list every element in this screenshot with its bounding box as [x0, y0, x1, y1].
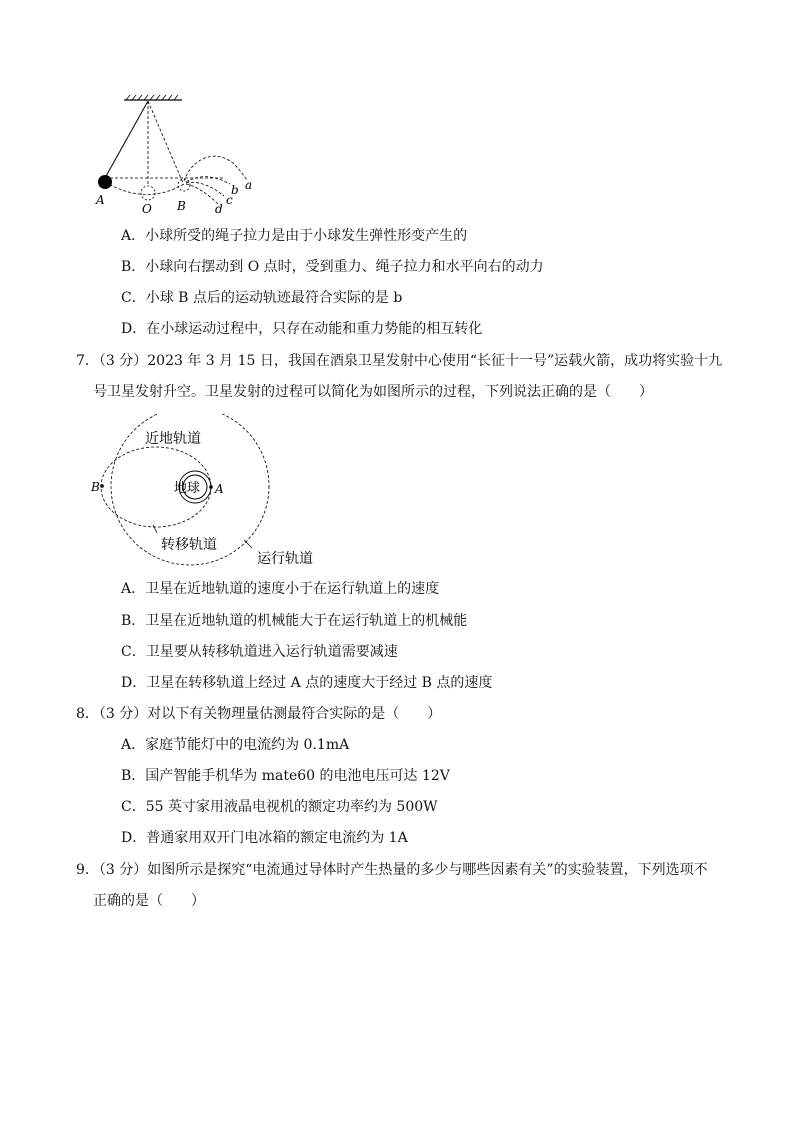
- q8-option-d: D．普通家用双开门电冰箱的额定电流约为 1A: [121, 830, 408, 846]
- q8-option-a: A．家庭节能灯中的电流约为 0.1mA: [121, 737, 350, 753]
- q8-option-c: C．55 英寸家用液晶电视机的额定功率约为 500W: [121, 799, 438, 815]
- label-a: A: [96, 193, 105, 207]
- label-run-orbit: 运行轨道: [257, 551, 313, 567]
- q7-option-c: C．卫星要从转移轨道进入运行轨道需要减速: [121, 644, 398, 660]
- q6-option-a: A．小球所受的绳子拉力是由于小球发生弹性形变产生的: [121, 228, 468, 244]
- label-near-orbit: 近地轨道: [145, 431, 201, 447]
- q6-option-b: B．小球向右摆动到 O 点时，受到重力、绳子拉力和水平向右的动力: [121, 259, 544, 275]
- q7-stem-line1: 7．（3 分）2023 年 3 月 15 日，我国在酒泉卫星发射中心使用“长征十一号”运载火箭，成功将实验十九: [76, 353, 723, 369]
- q8-option-b: B．国产智能手机华为 mate60 的电池电压可达 12V: [121, 768, 450, 784]
- q8-stem: 8．（3 分）对以下有关物理量估测最符合实际的是（ ）: [76, 706, 442, 722]
- q7-option-d: D．卫星在转移轨道上经过 A 点的速度大于经过 B 点的速度: [121, 675, 493, 691]
- label-traj-a: a: [245, 178, 253, 192]
- label-traj-d: d: [215, 202, 223, 216]
- q7-option-b: B．卫星在近地轨道的机械能大于在运行轨道上的机械能: [121, 613, 468, 629]
- q6-option-d: D．在小球运动过程中，只存在动能和重力势能的相互转化: [121, 321, 483, 337]
- label-point-a: A: [215, 482, 224, 496]
- ball-a-icon: [98, 175, 112, 189]
- label-b: B: [177, 199, 186, 213]
- q7-option-a: A．卫星在近地轨道的速度小于在运行轨道上的速度: [121, 581, 440, 597]
- label-earth: 地球: [174, 481, 201, 496]
- label-transfer-orbit: 转移轨道: [161, 537, 217, 553]
- label-traj-b: b: [231, 183, 239, 197]
- q6-option-c: C．小球 B 点后的运动轨迹最符合实际的是 b: [121, 290, 403, 306]
- label-point-b: B: [91, 480, 100, 494]
- orbit-figure: [88, 414, 358, 574]
- pendulum-figure: [88, 92, 278, 220]
- q9-stem-line2: 正确的是（ ）: [93, 893, 205, 909]
- q7-stem-line2: 号卫星发射升空。卫星发射的过程可以简化为如图所示的过程，下列说法正确的是（ ）: [93, 384, 653, 400]
- label-o: O: [142, 202, 152, 216]
- label-traj-c: c: [226, 193, 233, 207]
- q9-stem-line1: 9．（3 分）如图所示是探究“电流通过导体时产生热量的多少与哪些因素有关”的实验装置，下列选项不: [76, 862, 708, 878]
